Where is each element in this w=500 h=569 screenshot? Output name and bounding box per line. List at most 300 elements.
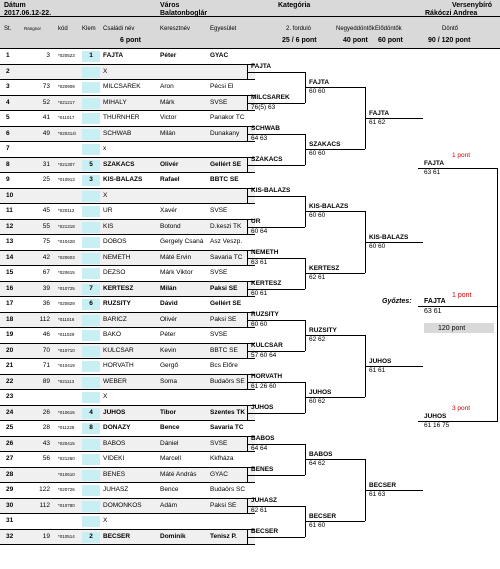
- player-number: 8: [6, 160, 10, 168]
- player-number: 22: [6, 377, 14, 385]
- player-rank: 46: [42, 331, 50, 338]
- player-seed: 4: [89, 408, 93, 416]
- player-code: *020829: [58, 301, 75, 306]
- seed-box: [82, 82, 100, 93]
- seed-box: [82, 377, 100, 388]
- player-last-name: KIS-BALAZS: [103, 176, 143, 183]
- player-last-name: DEZSO: [103, 269, 126, 276]
- bracket-score: 61 26 60: [251, 382, 277, 390]
- city-label: Város: [160, 2, 180, 9]
- round-points: 1 pont: [452, 152, 471, 159]
- bracket-winner-name: SZAKACS: [251, 156, 283, 164]
- player-club: Paksi SE: [210, 284, 238, 292]
- player-number: 17: [6, 300, 14, 307]
- bracket-score: 60 60: [309, 88, 326, 96]
- player-last-name: KULCSAR: [103, 346, 134, 354]
- bracket-connector: [497, 168, 498, 421]
- table-row: [0, 282, 255, 298]
- round5-label: Döntő: [442, 26, 459, 32]
- player-rank: 67: [42, 269, 50, 276]
- player-first-name: Kevin: [160, 346, 177, 354]
- player-club: Dunakany: [210, 129, 240, 137]
- table-row: [0, 530, 255, 546]
- player-last-name: KERTESZ: [103, 284, 134, 292]
- bracket-score: 61 62: [369, 119, 386, 127]
- bracket-score: 64 64: [251, 444, 268, 452]
- player-last-name: JUHASZ: [103, 486, 129, 493]
- seed-box: [82, 268, 100, 279]
- bracket-winner-name: FAJTA: [251, 63, 272, 71]
- bracket-winner-name: JUHOS: [424, 413, 447, 420]
- points-r4: 60 pont: [378, 37, 403, 44]
- player-rank: 28: [42, 424, 50, 431]
- seed-box: [82, 129, 100, 140]
- player-rank: 45: [42, 207, 50, 214]
- table-row: [0, 220, 255, 236]
- player-rank: 52: [42, 98, 50, 106]
- player-seed: 2: [89, 532, 93, 540]
- player-rank: 26: [42, 408, 50, 416]
- seed-box: [82, 113, 100, 124]
- bracket-line: [247, 475, 305, 476]
- player-code: *010913: [58, 177, 75, 182]
- points-r5: 90 / 120 pont: [428, 37, 471, 44]
- table-row: [0, 499, 255, 515]
- player-number: 30: [6, 501, 14, 509]
- seed-box: [82, 470, 100, 481]
- bracket-score: 60 64: [251, 227, 268, 235]
- col-st: St.: [4, 26, 12, 32]
- points-r2: 25 / 6 pont: [282, 37, 317, 44]
- player-number: 18: [6, 315, 14, 323]
- player-last-name: BECSER: [103, 532, 131, 540]
- bracket-winner-name: MILCSAREK: [251, 94, 290, 102]
- bracket-score: 61 60: [309, 522, 326, 530]
- player-club: Szentes TK: [210, 408, 246, 416]
- player-club: Budaörs SC: [210, 486, 246, 493]
- round-points: 3 pont: [452, 405, 471, 412]
- bracket-score: 64 63: [251, 134, 268, 142]
- player-first-name: Marcell: [160, 455, 181, 462]
- player-last-name: FAJTA: [103, 52, 124, 59]
- player-club: BBTC SE: [210, 346, 238, 354]
- player-number: 27: [6, 455, 14, 462]
- city-value: Balatonboglár: [160, 10, 208, 17]
- player-number: 21: [6, 362, 14, 369]
- player-number: 5: [6, 114, 10, 121]
- player-number: 24: [6, 408, 14, 416]
- player-code: *020415: [58, 440, 75, 446]
- player-code: *021318: [58, 223, 75, 229]
- bracket-winner-name: HORVATH: [251, 373, 283, 381]
- seed-box: [82, 361, 100, 372]
- bracket-winner-name: JUHOS: [251, 404, 274, 412]
- player-rank: 73: [42, 83, 50, 90]
- col-rank: Rangsor: [24, 26, 42, 31]
- player-rank: 31: [42, 160, 50, 168]
- player-first-name: Olivér: [160, 160, 179, 168]
- player-number: 12: [6, 222, 14, 230]
- player-code: *021113: [58, 378, 75, 384]
- player-rank: 3: [46, 52, 50, 59]
- player-seed: 7: [89, 284, 93, 292]
- table-row: [0, 359, 255, 375]
- seed-box: [82, 330, 100, 341]
- bracket-score: 76(5) 63: [251, 103, 276, 111]
- table-row: [0, 251, 255, 267]
- bracket-score: 60 60: [369, 243, 386, 251]
- bracket-winner-name: BECSER: [251, 528, 279, 536]
- player-seed: 5: [89, 160, 93, 168]
- bracket-score: 60 60: [309, 150, 326, 158]
- bracket-winner-name: KIS-BALAZS: [369, 233, 409, 241]
- player-number: 25: [6, 424, 14, 431]
- bracket-winner-name: BABOS: [251, 435, 275, 443]
- player-last-name: UR: [103, 207, 113, 214]
- player-number: 23: [6, 393, 14, 400]
- seed-box: [82, 222, 100, 233]
- bracket-winner-name: JUHASZ: [251, 497, 278, 505]
- player-rank: 70: [42, 346, 50, 354]
- points-box-label: 120 pont: [438, 325, 466, 332]
- player-last-name: MIHALY: [103, 98, 127, 106]
- player-code: *021260: [58, 456, 75, 461]
- player-first-name: Rafael: [160, 176, 180, 183]
- seed-box: [82, 454, 100, 465]
- player-club: Gellért SE: [210, 160, 242, 168]
- points-r3: 40 pont: [343, 37, 368, 44]
- player-club: Savaria TC: [210, 424, 244, 431]
- player-code: *020112: [58, 208, 75, 213]
- player-last-name: X: [103, 393, 108, 400]
- seed-box: [82, 253, 100, 264]
- player-first-name: Dániel: [160, 439, 179, 447]
- player-club: Panakor TC: [210, 114, 245, 121]
- table-row: [0, 189, 255, 205]
- bracket-winner-name: JUHOS: [309, 388, 332, 396]
- player-number: 10: [6, 191, 14, 199]
- bracket-winner-name: NEMETH: [251, 249, 279, 257]
- referee-name: Rákóczi Andrea: [425, 10, 478, 17]
- bracket-line: [247, 165, 305, 166]
- seed-box: [82, 144, 100, 155]
- player-first-name: Máté Ervin: [160, 253, 192, 261]
- player-number: 9: [6, 176, 10, 183]
- player-last-name: MILCSAREK: [103, 83, 141, 90]
- seed-box: [82, 439, 100, 450]
- table-row: [0, 437, 255, 453]
- player-last-name: NEMETH: [103, 253, 131, 261]
- player-number: 2: [6, 67, 10, 75]
- player-first-name: Tibor: [160, 408, 177, 416]
- table-row: [0, 142, 255, 158]
- player-first-name: Márk Viktor: [160, 269, 193, 276]
- player-code: *020314\: [58, 130, 77, 136]
- player-number: 7: [6, 145, 10, 152]
- player-number: 15: [6, 269, 14, 276]
- bracket-score: 61 61: [369, 367, 386, 375]
- bracket-winner-name: FAJTA: [369, 109, 390, 117]
- player-club: D.keszi TK: [210, 222, 242, 230]
- table-row: [0, 452, 255, 468]
- seed-box: [82, 392, 100, 403]
- bracket-score: 57 60 64: [251, 351, 277, 359]
- bracket-line: [247, 537, 305, 538]
- player-rank: 75: [42, 238, 50, 245]
- table-row: [0, 204, 255, 220]
- table-row: [0, 328, 255, 344]
- player-rank: 71: [42, 362, 50, 369]
- player-club: Tenisz P.: [210, 532, 237, 540]
- player-rank: 55: [42, 222, 50, 230]
- player-first-name: Olivér: [160, 315, 177, 323]
- bracket-score: 62 61: [251, 506, 268, 514]
- player-seed: 1: [89, 52, 93, 59]
- bracket-winner-name: BENES: [251, 466, 274, 474]
- player-club: Kkfháza: [210, 455, 234, 462]
- bracket-winner-name: RUZSITY: [309, 326, 337, 334]
- player-club: SVSE: [210, 331, 228, 338]
- table-row: [0, 49, 255, 65]
- player-seed: 3: [89, 176, 93, 183]
- player-code: *010710: [58, 347, 75, 353]
- player-first-name: Gergő: [160, 362, 179, 369]
- player-number: 13: [6, 238, 14, 245]
- player-number: 16: [6, 284, 14, 292]
- table-row: [0, 514, 255, 530]
- round4-label: Elődöntők: [375, 26, 402, 32]
- seed-box: [82, 237, 100, 248]
- player-last-name: DOBOS: [103, 238, 127, 245]
- player-club: Paksi SE: [210, 501, 237, 509]
- player-number: 19: [6, 331, 14, 338]
- table-row: [0, 266, 255, 282]
- player-club: Paksi SE: [210, 315, 237, 323]
- bracket-line: [418, 306, 498, 307]
- bracket-score: 60 60: [251, 320, 268, 328]
- player-code: *010419: [58, 363, 75, 368]
- bracket-score: 61 63: [369, 491, 386, 499]
- referee-label: Versenybíró: [452, 2, 493, 9]
- bracket-score: 63 61: [424, 168, 441, 176]
- bracket-line: [247, 72, 305, 73]
- player-last-name: SZAKACS: [103, 160, 135, 168]
- player-first-name: Victor: [160, 114, 177, 121]
- player-rank: 25: [42, 176, 50, 183]
- bracket-winner-name: FAJTA: [424, 160, 445, 167]
- seed-box: [82, 315, 100, 326]
- table-row: [0, 235, 255, 251]
- player-code: *020726: [58, 487, 75, 492]
- player-seed: 8: [89, 424, 93, 431]
- player-number: 4: [6, 98, 10, 106]
- seed-box: [82, 191, 100, 202]
- player-rank: 56: [42, 455, 50, 462]
- player-code: *010725: [58, 285, 75, 291]
- category-label: Kategória: [278, 2, 311, 9]
- player-last-name: BARICZ: [103, 315, 127, 323]
- player-last-name: X: [103, 517, 108, 524]
- player-code: *020523: [58, 53, 75, 58]
- bracket-winner-name: BECSER: [309, 512, 337, 520]
- player-club: SVSE: [210, 207, 228, 214]
- player-club: Asz Veszp.: [210, 238, 243, 245]
- player-first-name: Máté András: [160, 470, 197, 478]
- player-first-name: Dominik: [160, 532, 186, 540]
- table-row: [0, 158, 255, 174]
- player-club: BBTC SE: [210, 176, 239, 183]
- player-last-name: X: [103, 67, 108, 75]
- player-first-name: Milán: [160, 284, 177, 292]
- table-row: [0, 483, 255, 499]
- player-last-name: SCHWAB: [103, 129, 132, 137]
- round2-label: 2. forduló: [286, 26, 312, 32]
- player-code: *020615: [58, 270, 75, 275]
- bracket-winner-name: SZAKACS: [309, 140, 341, 148]
- bracket-winner-name: UR: [251, 218, 261, 226]
- table-row: [0, 111, 255, 127]
- round3-label: Negyeddöntők: [336, 26, 375, 32]
- col-klem: Klem: [82, 26, 96, 32]
- player-last-name: JUHOS: [103, 408, 126, 416]
- col-kod: kód: [58, 26, 68, 32]
- bracket-winner-name: FAJTA: [309, 78, 330, 86]
- player-first-name: Milán: [160, 129, 176, 137]
- player-code: *010610: [58, 471, 75, 477]
- player-rank: 41: [42, 114, 50, 121]
- table-row: [0, 313, 255, 329]
- table-row: [0, 421, 255, 437]
- player-number: 26: [6, 439, 14, 447]
- player-first-name: Gergely Csaná: [160, 238, 204, 245]
- bracket-winner-name: KERTESZ: [251, 280, 282, 288]
- bracket-winner-name: KIS-BALAZS: [251, 187, 291, 195]
- bracket-winner-name: RUZSITY: [251, 311, 279, 319]
- seed-box: [82, 67, 100, 78]
- header-band: [0, 0, 500, 48]
- bracket-score: 61 16 75: [424, 421, 450, 429]
- player-number: 28: [6, 470, 14, 478]
- bracket-winner-name: JUHOS: [369, 357, 392, 365]
- player-club: GYAC: [210, 470, 228, 478]
- player-club: Pécsi El: [210, 83, 234, 90]
- player-club: Savaria TC: [210, 253, 243, 261]
- player-number: 20: [6, 346, 14, 354]
- player-last-name: KIS: [103, 222, 114, 230]
- table-row: [0, 406, 255, 422]
- player-first-name: Péter: [160, 331, 176, 338]
- player-code: *010616: [58, 409, 75, 415]
- player-first-name: Bence: [160, 486, 179, 493]
- player-rank: 39: [42, 284, 50, 292]
- bracket-winner-name: KIS-BALAZS: [309, 202, 349, 210]
- player-code: *011016: [58, 316, 75, 322]
- player-code: *011017: [58, 115, 75, 120]
- seed-box: [82, 206, 100, 217]
- player-number: 32: [6, 532, 14, 540]
- table-row: [0, 127, 255, 143]
- player-code: *020603: [58, 254, 75, 260]
- table-row: [0, 96, 255, 112]
- player-code: *010780: [58, 502, 75, 508]
- winner-name: FAJTA: [424, 298, 446, 305]
- player-code: *010514: [58, 533, 75, 539]
- player-code: *011228: [58, 425, 75, 430]
- bracket-winner-name: BABOS: [309, 450, 333, 458]
- player-club: SVSE: [210, 269, 228, 276]
- table-row: [0, 65, 255, 81]
- seed-box: [82, 516, 100, 527]
- player-rank: 112: [39, 501, 50, 509]
- player-last-name: X: [103, 191, 108, 199]
- player-club: Gellért SE: [210, 300, 242, 307]
- col-club: Egyesület: [210, 26, 237, 32]
- table-row: [0, 390, 255, 406]
- table-row: [0, 80, 255, 96]
- bracket-line: [247, 413, 305, 414]
- table-row: [0, 297, 255, 313]
- player-code: *021307: [58, 161, 75, 167]
- date-value: 2017.06.12-22.: [4, 10, 52, 17]
- player-last-name: THURNHER: [103, 114, 140, 121]
- player-last-name: RUZSITY: [103, 300, 131, 307]
- bracket-winner-name: BECSER: [369, 481, 397, 489]
- player-club: Bcs Előre: [210, 362, 238, 369]
- seed-box: [82, 98, 100, 109]
- bracket-score: 62 62: [309, 336, 326, 344]
- player-rank: 19: [42, 532, 50, 540]
- player-last-name: x: [103, 145, 107, 152]
- col-last: Családi név: [103, 26, 135, 32]
- player-code: *020909: [58, 84, 75, 89]
- bracket-winner-name: SCHWAB: [251, 125, 280, 133]
- bracket-score: 63 61: [251, 258, 268, 266]
- player-first-name: Adám: [160, 501, 177, 509]
- player-number: 1: [6, 52, 10, 59]
- player-rank: 36: [42, 300, 50, 307]
- player-last-name: VIDEKI: [103, 455, 125, 462]
- player-number: 3: [6, 83, 10, 90]
- player-rank: 89: [42, 377, 50, 385]
- bracket-score: 60 60: [309, 212, 326, 220]
- player-code: *011029: [58, 332, 75, 337]
- bracket-winner-name: KULCSAR: [251, 342, 283, 350]
- table-row: [0, 468, 255, 484]
- bracket-winner-name: KERTESZ: [309, 264, 340, 272]
- winner-label: Győztes:: [382, 298, 412, 305]
- bracket-score: 60 62: [309, 398, 326, 406]
- bracket-line: [247, 196, 305, 197]
- player-number: 11: [6, 207, 13, 214]
- player-number: 31: [6, 517, 14, 524]
- player-first-name: Aron: [160, 83, 174, 90]
- player-last-name: BENES: [103, 470, 126, 478]
- player-first-name: Soma: [160, 377, 177, 385]
- seed-box: [82, 485, 100, 496]
- player-first-name: Márk: [160, 98, 175, 106]
- player-first-name: Xavér: [160, 207, 177, 214]
- player-last-name: WEBER: [103, 377, 127, 385]
- player-last-name: DOMONKOS: [103, 501, 142, 509]
- table-row: [0, 375, 255, 391]
- seed-box: [82, 501, 100, 512]
- player-number: 14: [6, 253, 14, 261]
- bracket-score: 60 61: [251, 289, 268, 297]
- winner-score: 63 61: [424, 308, 442, 315]
- table-row: [0, 344, 255, 360]
- player-code: *021217: [58, 99, 75, 105]
- col-first: Keresztnév: [160, 26, 191, 32]
